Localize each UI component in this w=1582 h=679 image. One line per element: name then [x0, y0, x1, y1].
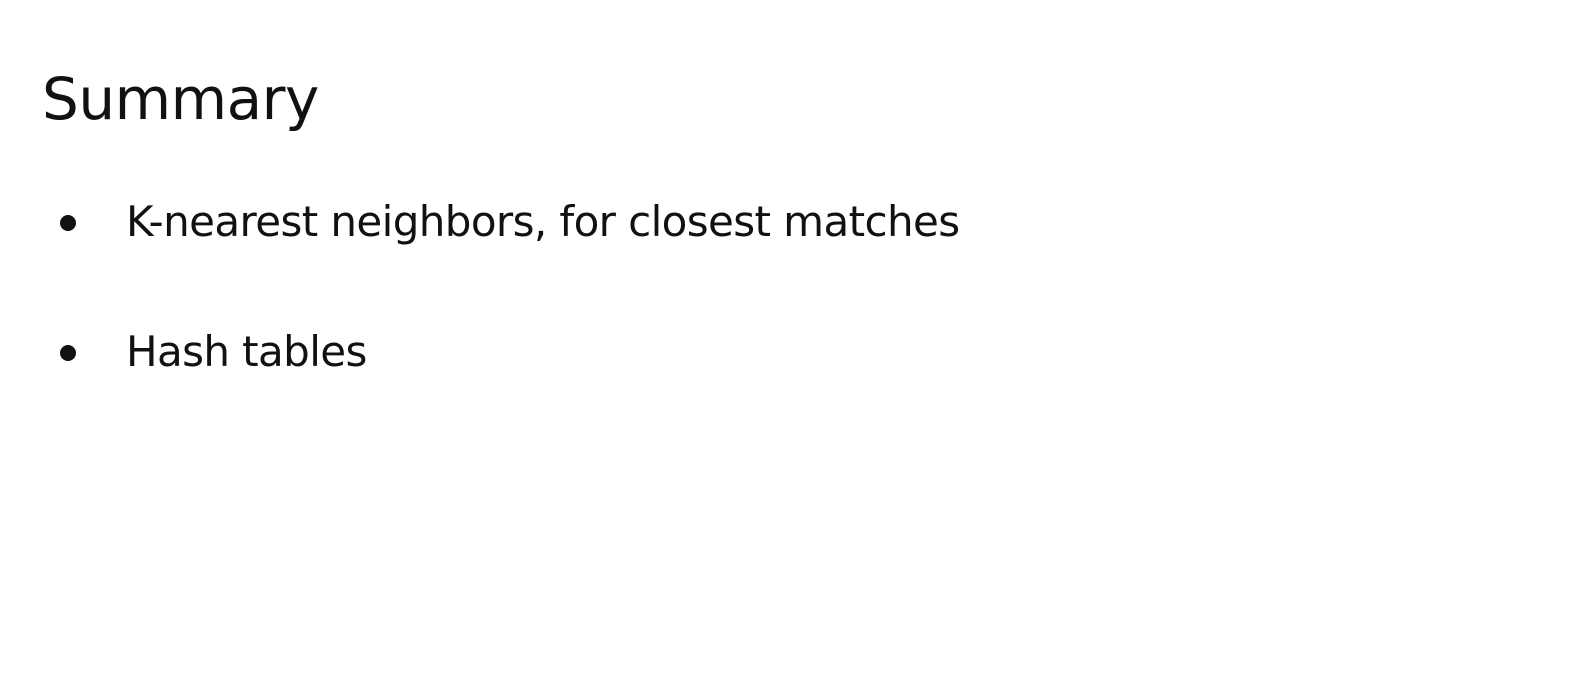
- bullet-item: [60, 192, 1260, 252]
- bullet-text: Hash tables: [126, 327, 367, 376]
- bullet-dot-icon: [60, 345, 76, 361]
- bullet-item: [60, 322, 1260, 382]
- slide-title: Summary: [42, 65, 319, 133]
- bullet-text: K-nearest neighbors, for closest matches: [126, 197, 960, 246]
- bullet-dot-icon: [60, 215, 76, 231]
